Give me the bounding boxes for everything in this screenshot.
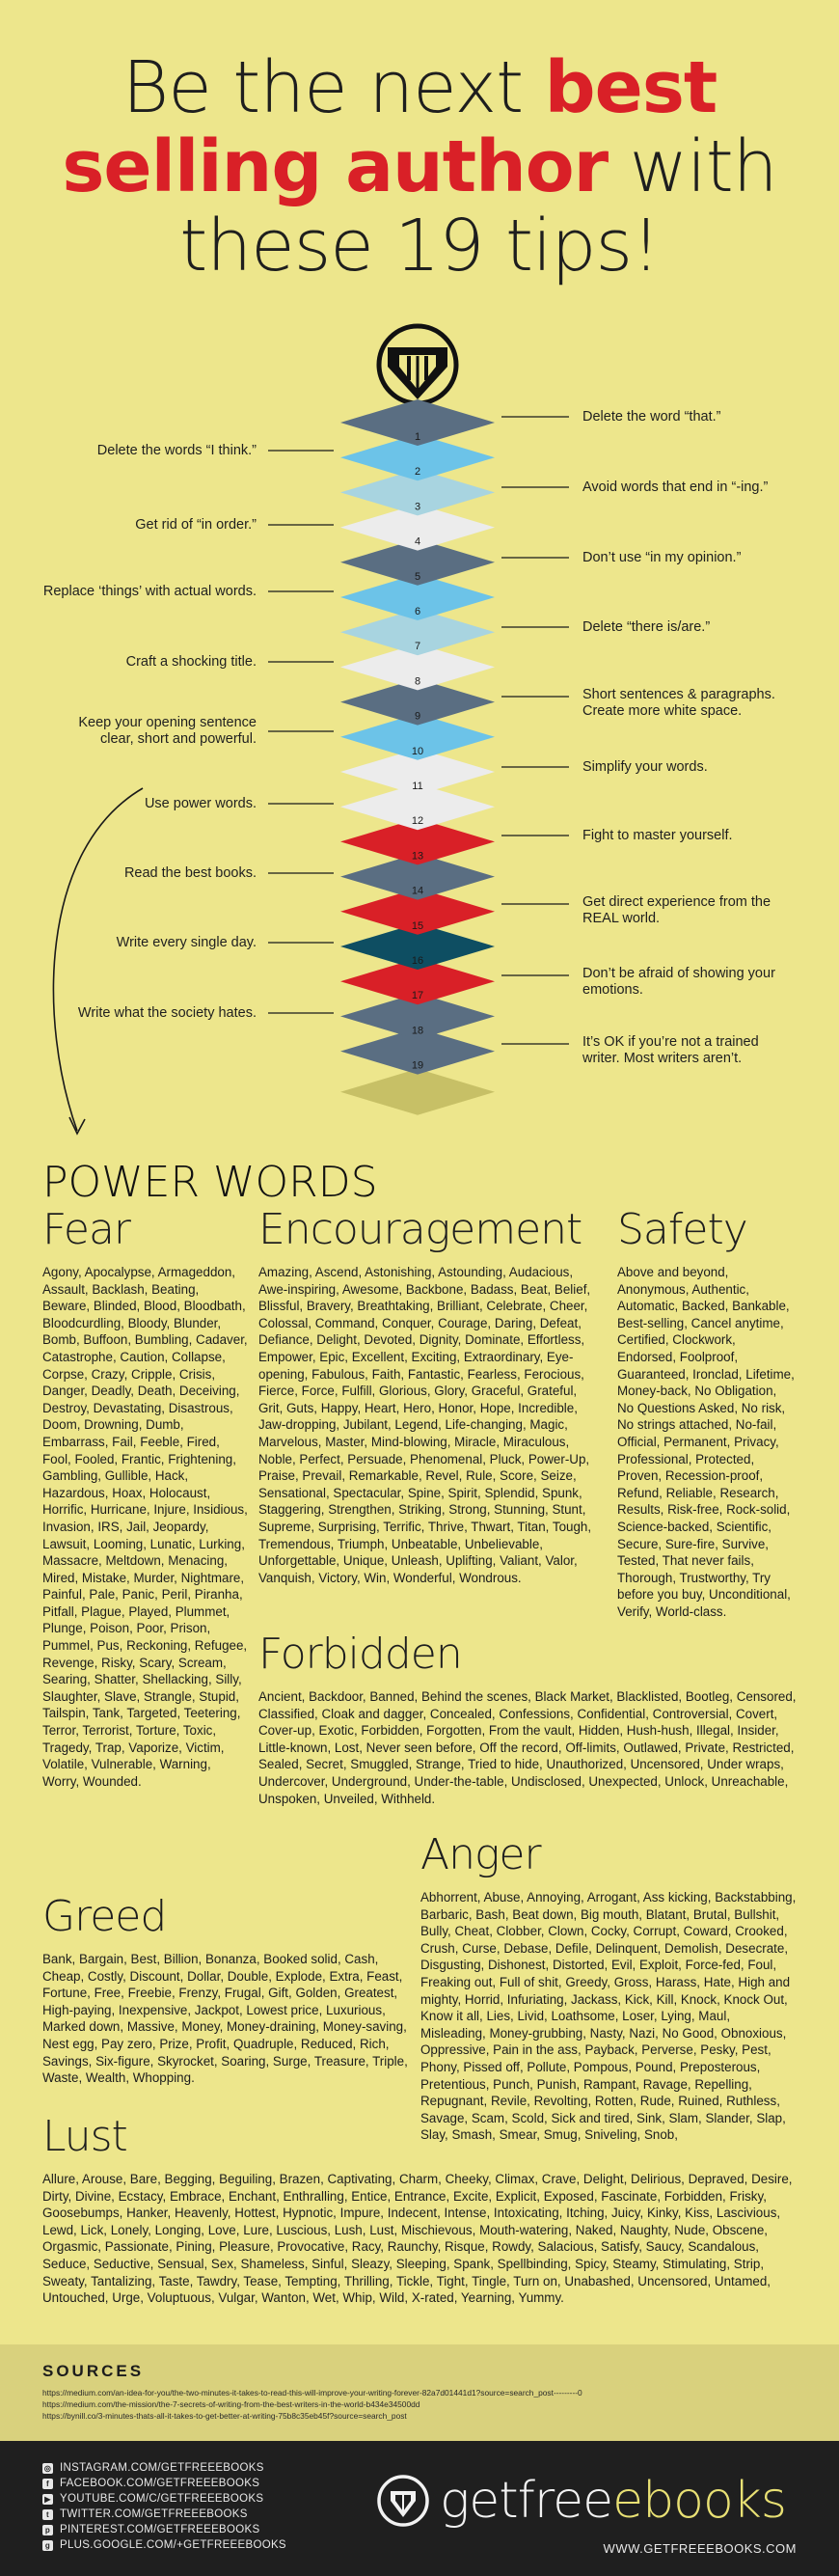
social-link-pinterest[interactable]: p PINTEREST.COM/GETFREEEBOOKS (42, 2522, 286, 2537)
title-highlight-best: best (544, 46, 717, 129)
source-link[interactable]: https://medium.com/the-mission/the-7-secrets-of-writing-from-the-best-writers-in-the-world-b434e34500dd (42, 2399, 420, 2409)
source-link[interactable]: https://bynill.co/3-minutes-thats-all-it-takes-to-get-better-at-writing-75b8c35eb45f?source=search_post (42, 2411, 407, 2421)
category-title: Anger (420, 1830, 541, 1879)
category-title: Fear (42, 1205, 131, 1254)
stack-layer-number: 18 (411, 1025, 424, 1037)
stack-layer-number: 19 (411, 1059, 424, 1072)
tip-left: Read the best books. (123, 865, 257, 881)
stack-layer-number: 11 (412, 781, 423, 792)
instagram-icon: ◎ (43, 2463, 52, 2473)
tip-right: Delete “there is/are.” (582, 619, 711, 635)
tip-left: Write every single day. (116, 935, 257, 950)
category-greed (42, 1893, 409, 2087)
power-words-heading: POWER WORDS (42, 1158, 378, 1207)
stack-layers (340, 399, 495, 1115)
social-link-facebook[interactable]: f FACEBOOK.COM/GETFREEEBOOKS (42, 2476, 286, 2491)
stack-layer-number: 9 (414, 710, 421, 723)
title-line-2: selling author with (62, 125, 777, 208)
social-link-twitter[interactable]: t TWITTER.COM/GETFREEEBOOKS (42, 2507, 286, 2522)
category-words: Ancient, Backdoor, Banned, Behind the scenes, Black Market, Blacklisted, Bootleg, Censored, Classified, Cloak and dagger, Concealed, Confessions, Confidential, Controversial, Covert, Cover-up, Exotic, Forbidden, Forgotten, From the vault, Hidden, Hush-hush, Illegal, Insider, Little-known, Lost, Never seen before, Off the record, Off-limits, Outlawed, Private, Restricted, Sealed, Secret, Smuggled, Strange, Tried to hide, Unauthorized, Uncensored, Under wraps, Undercover, Underground, Under-the-table, Undisclosed, Unexpected, Unlock, Unreachable, Unspoken, Unveiled, Withheld. (258, 1689, 797, 1806)
brand-pencil-icon (376, 2474, 430, 2528)
category-safety (617, 1206, 797, 1620)
category-title: Encouragement (258, 1205, 582, 1254)
title-line-1: Be the next best (122, 46, 717, 129)
tip-right: Get direct experience from the REAL world. (582, 894, 771, 926)
social-link-instagram[interactable]: ◎ INSTAGRAM.COM/GETFREEEBOOKS (43, 2462, 264, 2474)
category-words: Above and beyond, Anonymous, Authentic, Automatic, Backed, Bankable, Best-selling, Cancel anytime, Certified, Clockwork, Endorsed, Foolproof, Guaranteed, Ironclad, Lifetime, Money-back, No Obligation, No Questions Asked, No risk, No strings attached, No-fail, Official, Permanent, Privacy, Professional, Protected, Proven, Recession-proof, Refund, Reliable, Research, Results, Risk-free, Rock-solid, Science-backed, Scientific, Secure, Sure-fire, Survive, Tested, That never fails, Thorough, Trustworthy, Try before you buy, Unconditional, Verify, World-class. (617, 1265, 795, 1619)
tip-left: Get rid of “in order.” (135, 517, 257, 533)
social-link-youtube[interactable]: ▶ YOUTUBE.COM/C/GETFREEEBOOKS (42, 2491, 286, 2507)
tip-right: Don’t be afraid of showing your emotions. (582, 966, 775, 998)
stack-layer-number: 15 (411, 919, 424, 932)
footer (0, 2441, 839, 2576)
title-highlight-selling-author: selling author (62, 125, 609, 208)
social-link-google-plus[interactable]: g PLUS.GOOGLE.COM/+GETFREEEBOOKS (42, 2537, 286, 2553)
tip-left: Use power words. (144, 796, 257, 811)
brand-name: getfreeebooks (440, 2472, 786, 2530)
sources-section (0, 2344, 839, 2441)
tip-right: Fight to master yourself. (582, 828, 733, 843)
stack-layer-number: 8 (414, 675, 421, 688)
arrow-head-icon (69, 1117, 85, 1134)
tip-left: Delete the words “I think.” (96, 443, 257, 458)
tip-right: Short sentences & paragraphs. Create more white space. (582, 687, 775, 719)
tip-right: Don’t use “in my opinion.” (582, 550, 742, 565)
tip-right: It’s OK if you’re not a trained writer. Most writers aren’t. (582, 1034, 759, 1066)
stack-layer-number: 1 (414, 431, 421, 443)
stack-layer-number: 13 (411, 850, 424, 863)
category-words: Abhorrent, Abuse, Annoying, Arrogant, Ass kicking, Backstabbing, Barbaric, Bash, Beat down, Big mouth, Blatant, Brutal, Bullshit, Bully, Cheat, Clobber, Clown, Cocky, Corrupt, Coward, Crooked, Crush, Curse, Debase, Defile, Delinquent, Demolish, Desecrate, Disgusting, Dishonest, Distorted, Evil, Exploit, Force-fed, Foul, Freaking out, Full of shit, Greedy, Gross, Harass, Hate, High and mighty, Horrid, Infuriating, Jackass, Kick, Kill, Knock, Knock Out, Know it all, Lies, Livid, Loathsome, Loser, Lying, Maul, Misleading, Money-grubbing, Nasty, Nazi, No Good, Obnoxious, Oppressive, Pain in the ass, Payback, Perverse, Pesky, Pest, Phony, Pissed off, Pollute, Pompous, Pound, Preposterous, Pretentious, Punch, Punish, Rampant, Ravage, Repelling, Repugnant, Revile, Revolting, Rotten, Rude, Ruined, Ruthless, Savage, Scam, Scold, Sick and tired, Sink, Slam, Slander, Slap, Slay, Smash, Smear, Smug, Sniveling, Snob, (420, 1890, 797, 2143)
facebook-icon: f (42, 2479, 53, 2489)
category-words: Agony, Apocalypse, Armageddon, Assault, Backlash, Beating, Beware, Blinded, Blood, Bloodbath, Bloodcurdling, Bloody, Blunder, Bomb, Buffoon, Bumbling, Cadaver, Catastrophe, Caution, Collapse, Corpse, Crazy, Cripple, Crisis, Danger, Deadly, Death, Deceiving, Destroy, Devastating, Disastrous, Doom, Drowning, Dumb, Embarrass, Fail, Feeble, Fired, Fool, Fooled, Frantic, Frightening, Gambling, Gullible, Hack, Hazardous, Hoax, Holocaust, Horrific, Hurricane, Injure, Insidious, Invasion, IRS, Jail, Jeopardy, Lawsuit, Looming, Lunatic, Lurking, Massacre, Meltdown, Menacing, Mired, Mistake, Murder, Nightmare, Painful, Pale, Panic, Peril, Piranha, Pitfall, Plague, Played, Plummet, Plunge, Poison, Poor, Prison, Pummel, Pus, Reckoning, Refugee, Revenge, Risky, Scary, Scream, Searing, Shatter, Shellacking, Silly, Slaughter, Slave, Strangle, Stupid, Tailspin, Tank, Targeted, Teetering, Terror, Terrorist, Torture, Toxic, Tragedy, Trap, Vaporize, Victim, Volatile, Vulnerable, Warning, Worry, Wounded. (42, 1265, 248, 1789)
stack-layer-number: 17 (411, 990, 424, 1002)
tip-left: Replace ‘things’ with actual words. (42, 584, 257, 599)
category-title: Lust (42, 2112, 127, 2161)
stack-layer-number: 16 (411, 955, 424, 967)
tip-left: Write what the society hates. (77, 1005, 257, 1021)
tip-left: Craft a shocking title. (125, 654, 257, 670)
category-words: Allure, Arouse, Bare, Begging, Beguiling, Brazen, Captivating, Charm, Cheeky, Climax, Crave, Delight, Delirious, Depraved, Desire, Dirty, Divine, Ecstacy, Embrace, Enchant, Enthralling, Entice, Entrance, Excite, Explicit, Exposed, Fascinate, Forbidden, Frisky, Goosebumps, Hanker, Heavenly, Hottest, Hypnotic, Impure, Indecent, Intense, Intoxicating, Itching, Juicy, Kinky, Kiss, Lascivious, Lewd, Lick, Lonely, Longing, Love, Lure, Luscious, Lush, Lust, Mischievous, Mouth-watering, Naked, Naughty, Nude, Obscene, Orgasmic, Passionate, Pining, Pleasure, Provocative, Racy, Raunchy, Risque, Rowdy, Salacious, Satisfy, Saucy, Scandalous, Seduce, Seductive, Sensual, Sex, Shameless, Sinful, Sleazy, Sleeping, Spank, Spellbinding, Spicy, Steamy, Stimulating, Strip, Sweaty, Tantalizing, Taste, Tawdry, Tease, Tempting, Thrilling, Tickle, Tight, Tingle, Turn on, Unabashed, Uncensored, Untamed, Untouched, Urge, Voluptuous, Vulgar, Wanton, Wet, Whip, Wild, X-rated, Yearning, Yummy. (42, 2172, 793, 2306)
source-link[interactable]: https://medium.com/an-idea-for-you/the-two-minutes-it-takes-to-read-this-will-improve-your-writing-forever-82a7d01441d1?source=search_post---------0 (42, 2388, 582, 2398)
stack-layer-number: 4 (414, 535, 421, 548)
stack-base-layer (340, 1069, 495, 1115)
stack-layer-number: 14 (411, 885, 424, 897)
youtube-icon: ▶ (42, 2494, 53, 2505)
stack-layer-number: 3 (414, 501, 421, 513)
category-lust (42, 2113, 798, 2307)
curved-arrow-icon (53, 788, 143, 1131)
category-fear (42, 1206, 250, 1790)
stack-layer-number: 10 (411, 745, 424, 757)
tip-right: Simplify your words. (582, 759, 708, 775)
brand-logo[interactable] (376, 2472, 786, 2530)
page-title (0, 48, 839, 286)
stack-layer-number: 2 (414, 466, 421, 479)
stack-layer-number: 6 (414, 606, 421, 617)
tip-right: Delete the word “that.” (582, 409, 721, 425)
category-anger (420, 1831, 798, 2144)
category-title: Forbidden (258, 1630, 462, 1679)
tip-left: Keep your opening sentence clear, short and powerful. (78, 715, 257, 747)
category-title: Greed (42, 1892, 167, 1941)
title-line-3: these 19 tips! (179, 205, 660, 288)
twitter-icon: t (42, 2509, 53, 2520)
social-links (42, 2460, 286, 2553)
category-forbidden (258, 1631, 798, 1807)
category-encouragement (258, 1206, 604, 1586)
category-title: Safety (617, 1205, 747, 1254)
category-words: Amazing, Ascend, Astonishing, Astounding, Audacious, Awe-inspiring, Awesome, Backbone, Badass, Beat, Belief, Blissful, Bravery, Breathtaking, Brilliant, Celebrate, Cheer, Colossal, Command, Conquer, Courage, Daring, Defeat, Defiance, Delight, Devoted, Dignity, Dominate, Effortless, Empower, Epic, Excellent, Exciting, Extraordinary, Eye-opening, Fabulous, Faith, Fantastic, Fearless, Ferocious, Fierce, Force, Fulfill, Glorious, Glory, Graceful, Grateful, Grit, Guts, Happy, Heart, Hero, Honor, Hope, Incredible, Jaw-dropping, Jubilant, Legend, Life-changing, Magic, Marvelous, Master, Mind-blowing, Miracle, Miraculous, Noble, Perfect, Persuade, Phenomenal, Pluck, Power-Up, Praise, Prevail, Remarkable, Revel, Rule, Score, Seize, Sensational, Spectacular, Spine, Spirit, Splendid, Spunk, Staggering, Strengthen, Striking, Strong, Stunning, Stunt, Supreme, Surprising, Terrific, Thrive, Thwart, Titan, Tough, Tremendous, Triumph, Unbeatable, Unbelievable, Unforgettable, Unique, Unleash, Uplifting, Valiant, Valor, Vanquish, Victory, Win, Wonderful, Wondrous. (258, 1265, 592, 1585)
pencil-logo-icon (379, 326, 456, 403)
stack-layer-number: 12 (411, 815, 424, 828)
google-plus-icon: g (42, 2540, 53, 2551)
stack-layer-number: 5 (414, 570, 421, 583)
tip-right: Avoid words that end in “-ing.” (582, 480, 769, 495)
stack-layer-number: 7 (414, 641, 421, 653)
sources-heading: SOURCES (42, 2362, 145, 2380)
pinterest-icon: p (42, 2525, 53, 2535)
website-link[interactable]: WWW.GETFREEEBOOKS.COM (603, 2541, 797, 2556)
category-words: Bank, Bargain, Best, Billion, Bonanza, Booked solid, Cash, Cheap, Costly, Discount, Dollar, Double, Explode, Extra, Feast, Fortune, Free, Freebie, Frenzy, Frugal, Gift, Golden, Greatest, High-paying, Inexpensive, Jackpot, Lowest price, Luxurious, Marked down, Massive, Money, Money-draining, Money-saving, Nest egg, Pay zero, Prize, Profit, Quadruple, Reduced, Rich, Savings, Six-figure, Skyrocket, Soaring, Surge, Treasure, Triple, Waste, Wealth, Whopping. (42, 1952, 408, 2086)
